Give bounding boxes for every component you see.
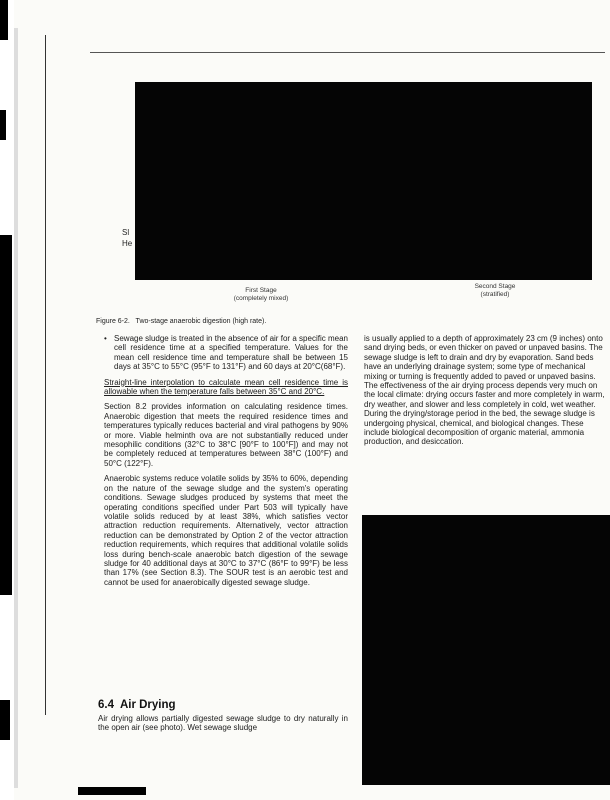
figure-label-stub: Sl He [122, 228, 133, 248]
section-heading: 6.4 Air Drying [98, 699, 176, 711]
left-paragraph-2: Anaerobic systems reduce volatile solids by 35% to 60%, depending on the nature of the sewage sludge and the system's operating conditions. Sewage sludges produced by systems that meet the operating conditions specified under Part 503 will typically have volatile solids reduced by at least 38%, which satisfies vector attraction reduction requirements. Alternatively, vector attraction reduction can be demonstrated by Option 2 of the vector attraction reduction requirements, which requires that additional volatile solids loss during bench-scale anaerobic batch digestion of the sewage sludge for 40 additional days at 30°C to 37°C (86°F to 99°F) be less than 17% (see Section 8.3). The SOUR test is an aerobic test and cannot be used for anaerobically digested sewage sludge. [104, 474, 348, 587]
left-paragraph-1: Section 8.2 provides information on calculating residence times. Anaerobic digestion that meets the required residence times and temperatures typically reduces bacterial and viral pathogens by 90% or more. Viable helminth ova are not substantially reduced under mesophilic conditions (32°C to 38°C [90°F to 100°F]) and may not be completely reduced at temperatures between 38°C (100°F) and 50°C (122°F). [104, 402, 348, 468]
figure-title: Figure 6-2. Two-stage anaerobic digestion (high rate). [96, 318, 267, 325]
binding-shadow [14, 28, 18, 788]
underlined-note: Straight-line interpolation to calculate mean cell residence time is allowable when the temperature falls between 35°C and 20°C. [104, 377, 348, 397]
bullet-item: • Sewage sludge is treated in the absence of air for a specific mean cell residence time at a specified temperature. Values for the mean cell residence time and temperature shall be between 15 days at 35°C to 55°C (95°F to 131°F) and 60 days at 20°C(68°F). [104, 334, 348, 372]
stage2-caption: Second Stage (stratified) [474, 283, 516, 298]
footer-bar [78, 787, 146, 795]
photo-redacted-block [362, 515, 610, 785]
left-paragraph-3: Air drying allows partially digested sewage sludge to dry naturally in the open air (see photo). Wet sewage sludge [98, 714, 348, 733]
header-rule [90, 52, 605, 53]
figure-redacted-block [135, 82, 592, 280]
margin-line [45, 35, 46, 715]
scan-edge [0, 0, 14, 800]
stage1-caption: First Stage (completely mixed) [233, 287, 289, 302]
right-paragraph-1: is usually applied to a depth of approximately 23 cm (9 inches) onto sand drying beds, or even thicker on paved or unpaved basins. The sewage sludge is left to drain and dry by evaporation. Sand beds have an underlying drainage system; some type of mechanical mixing or turning is frequently added to paved or unpaved basins. The effectiveness of the air drying process depends very much on the local climate: drying occurs faster and more completely in warm, dry weather, and slower and less completely in cold, wet weather. During the drying/storage period in the bed, the sewage sludge is undergoing physical, chemical, and biological changes. These include biological decomposition of organic material, ammonia production, and desiccation. [364, 334, 605, 447]
left-column [104, 334, 348, 593]
